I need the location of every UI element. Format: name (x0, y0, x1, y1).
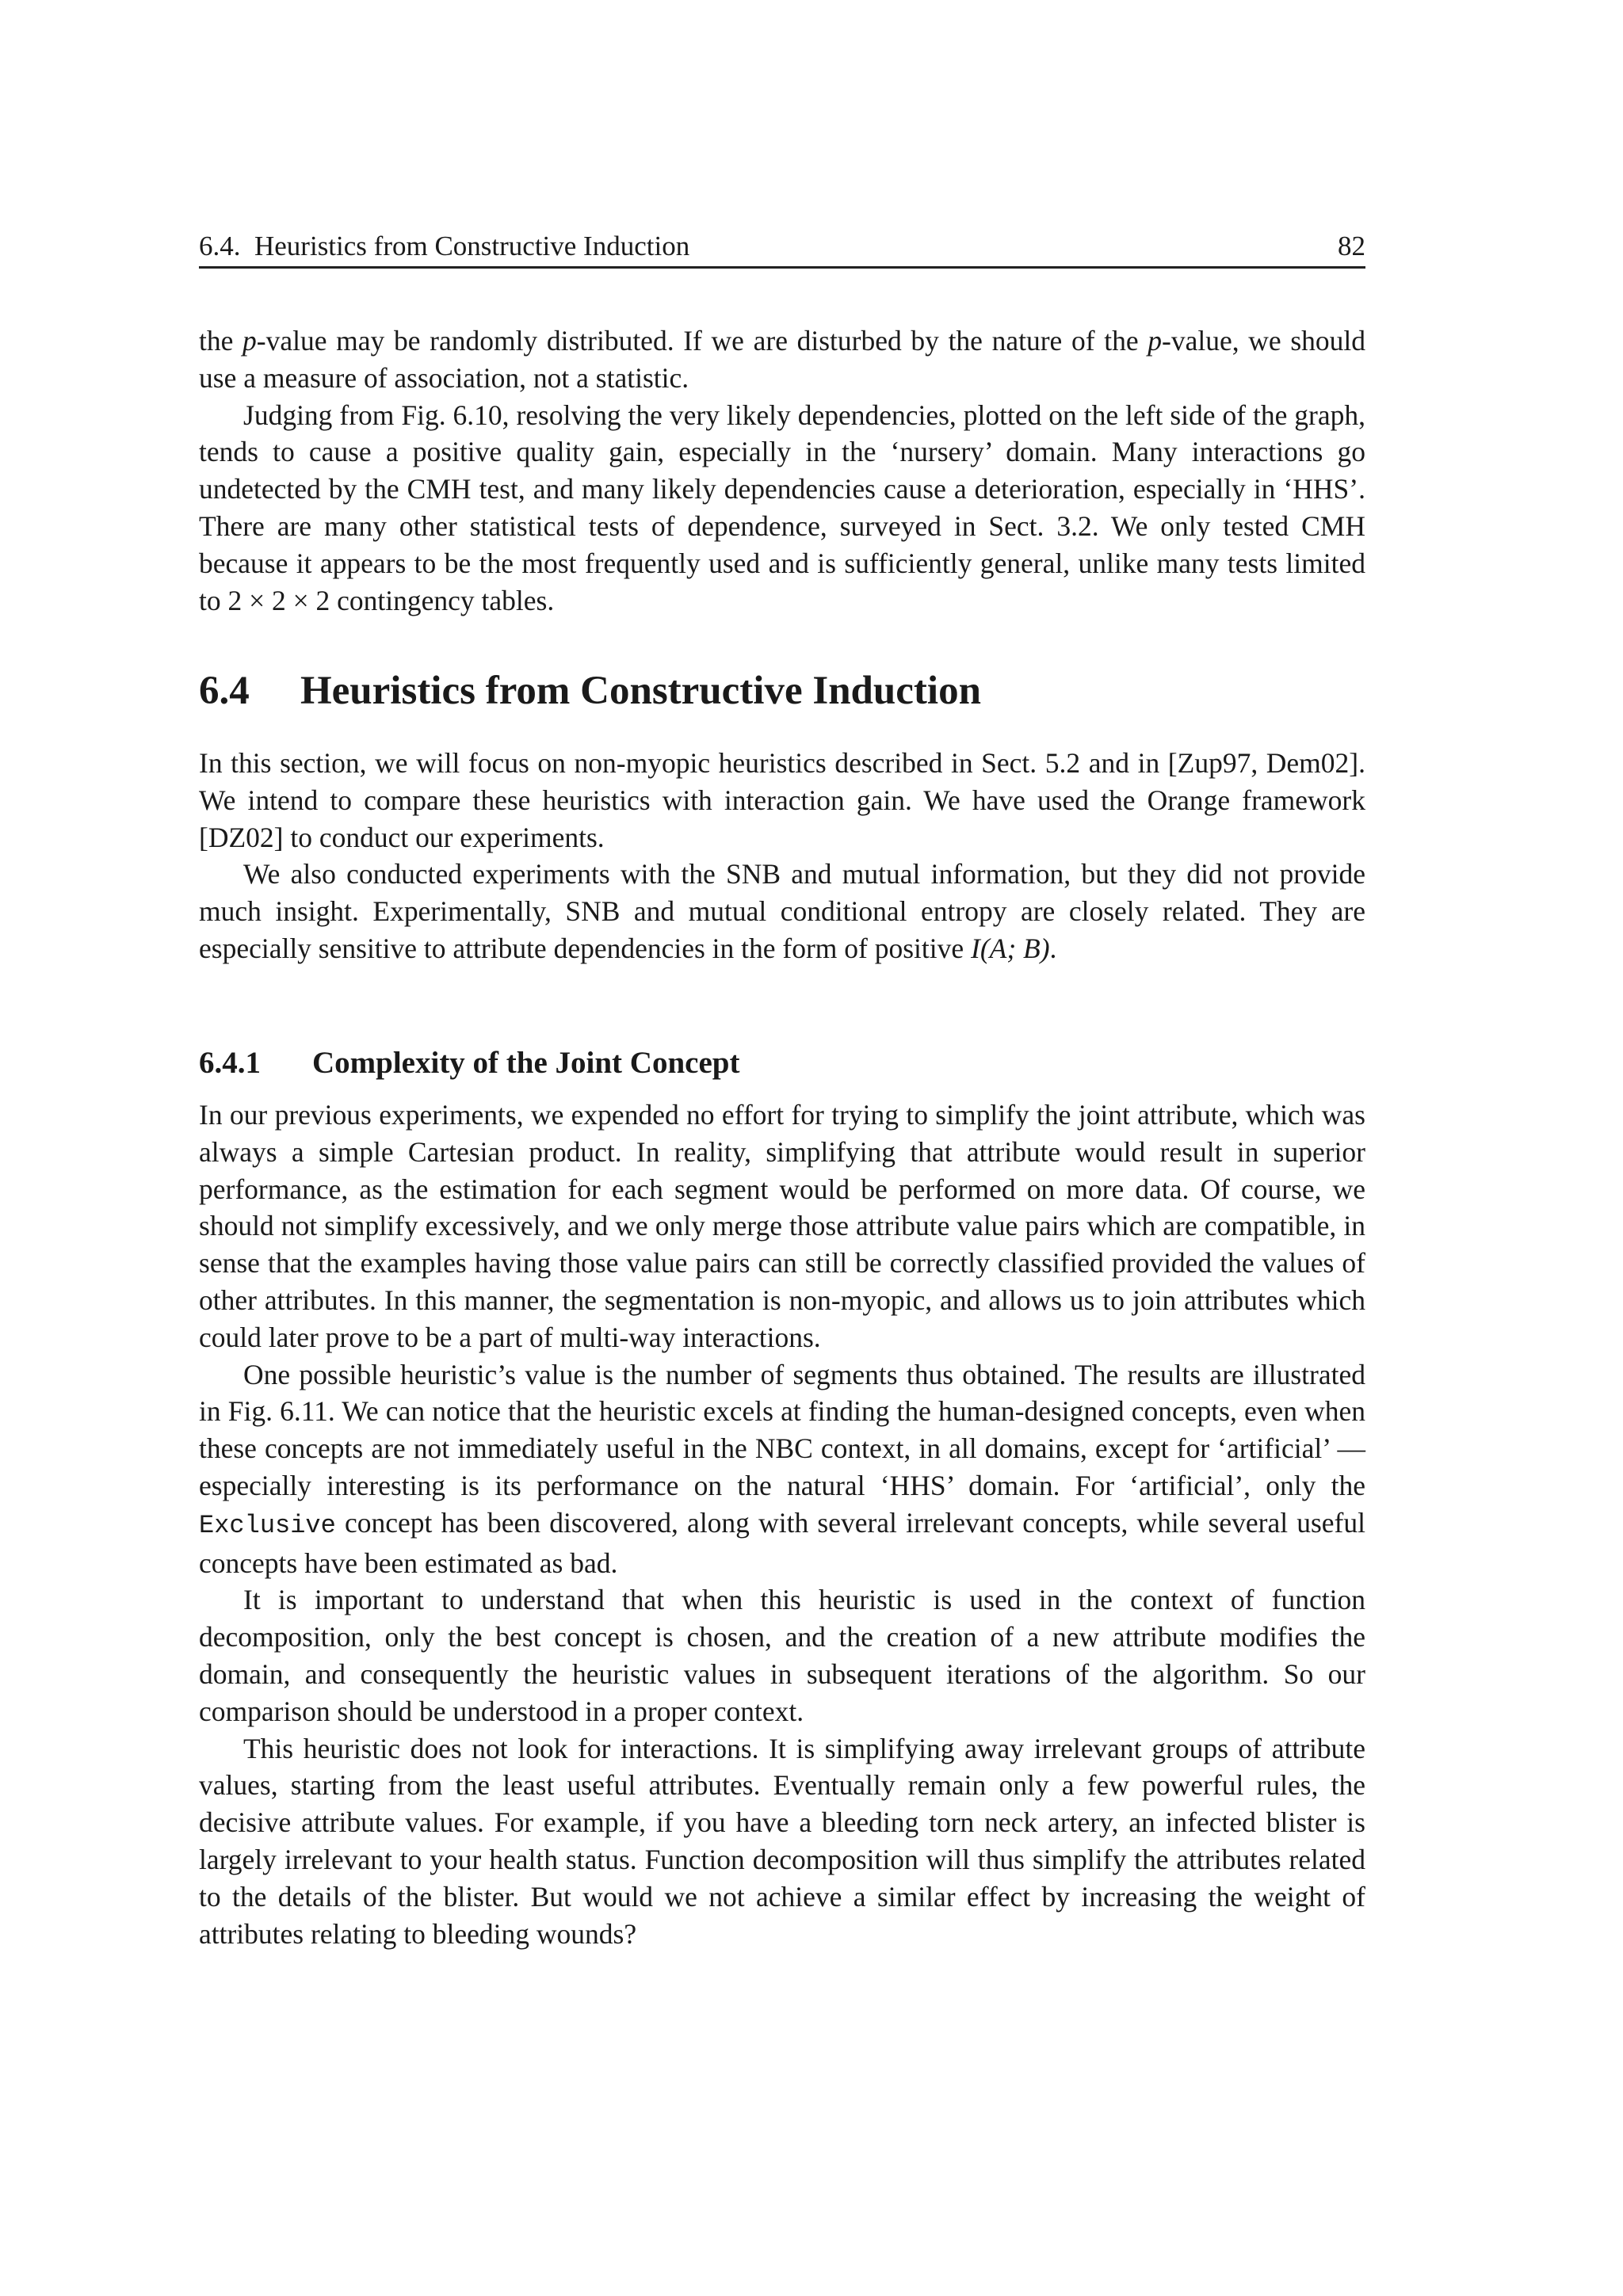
section-number: 6.4 (199, 669, 250, 713)
paragraph-snb: We also conducted experiments with the SNB and mutual information, but they did not provide much insight. Experimentally, SNB and mutual conditional entropy are closely related. They are especially sensitive to attribute dependencies in the form of positive I(A; B). (199, 858, 1365, 964)
intro-text-block (199, 322, 1365, 619)
paragraph-function-decomposition: It is important to understand that when this heuristic is used in the context of function decomposition, only the best concept is chosen, and the creation of a new attribute modifies the domain, and consequently the heuristic values in subsequent iterations of the algorithm. So our comparison should be understood in a proper context. (199, 1584, 1365, 1727)
paragraph-no-interactions: This heuristic does not look for interactions. It is simplifying away irrelevant groups of attribute values, starting from the least useful attributes. Eventually remain only a few powerful rules, the decisive attribute values. For example, if you have a bleeding torn neck artery, an infected blister is largely irrelevant to your health status. Function decomposition will thus simplify the attributes related to the details of the blister. But would we not achieve a similar effect by increasing the weight of attributes relating to bleeding wounds? (199, 1732, 1365, 1950)
section-intro-block (199, 745, 1365, 967)
paragraph-section-intro: In this section, we will focus on non-myopic heuristics described in Sect. 5.2 and in [Zup97, Dem02]. We intend to compare these heuristics with interaction gain. We have used the Orange framework [DZ02] to conduct our experiments. (199, 747, 1365, 853)
paragraph-cmh-results: Judging from Fig. 6.10, resolving the very likely dependencies, plotted on the left side of the graph, tends to cause a positive quality gain, especially in the ‘nursery’ domain. Many interactions go undetected by the CMH test, and many likely dependencies cause a deterioration, especially in ‘HHS’. There are many other statistical tests of dependence, surveyed in Sect. 3.2. We only tested CMH because it appears to be the most frequently used and is sufficiently general, unlike many tests limited to 2 × 2 × 2 contingency tables. (199, 399, 1365, 616)
paragraph-segments: One possible heuristic’s value is the number of segments thus obtained. The results are illustrated in Fig. 6.11. We can notice that the heuristic excels at finding the human-designed concepts, even when these concepts are not immediately useful in the NBC context, in all domains, except for ‘artificial’ — especially interesting is its performance on the natural ‘HHS’ domain. For ‘artificial’, only the Exclusive concept has been discovered, along with several irrelevant concepts, while several useful concepts have been estimated as bad. (199, 1358, 1365, 1579)
page-number: 82 (1338, 231, 1365, 261)
section-heading (199, 667, 1365, 715)
subsection-text-block (199, 1097, 1365, 1952)
math-p: p (1148, 325, 1163, 357)
running-header (199, 227, 1365, 269)
math-mutual-information: I(A; B) (971, 932, 1050, 964)
subsection-number: 6.4.1 (199, 1046, 261, 1080)
subsection-heading (199, 1044, 1365, 1082)
running-header-section: 6.4. Heuristics from Constructive Induction (199, 231, 690, 261)
section-title-text: Heuristics from Constructive Induction (300, 669, 981, 713)
paragraph-joint-attribute: In our previous experiments, we expended no effort for trying to simplify the joint attribute, which was always a simple Cartesian product. In reality, simplifying that attribute would result in superior performance, as the estimation for each segment would be performed on more data. Of course, we should not simplify excessively, and we only merge those attribute value pairs which are compatible, in sense that the examples having those value pairs can still be correctly classified provided the values of other attributes. In this manner, the segmentation is non-myopic, and allows us to join attributes which could later prove to be a part of multi-way interactions. (199, 1099, 1365, 1353)
subsection-title-text: Complexity of the Joint Concept (312, 1046, 740, 1080)
code-exclusive: Exclusive (199, 1510, 336, 1540)
math-p: p (242, 325, 257, 357)
paragraph-pvalue: the p-value may be randomly distributed. If we are disturbed by the nature of the p-value, we should use a measure of association, not a statistic. (199, 325, 1365, 394)
